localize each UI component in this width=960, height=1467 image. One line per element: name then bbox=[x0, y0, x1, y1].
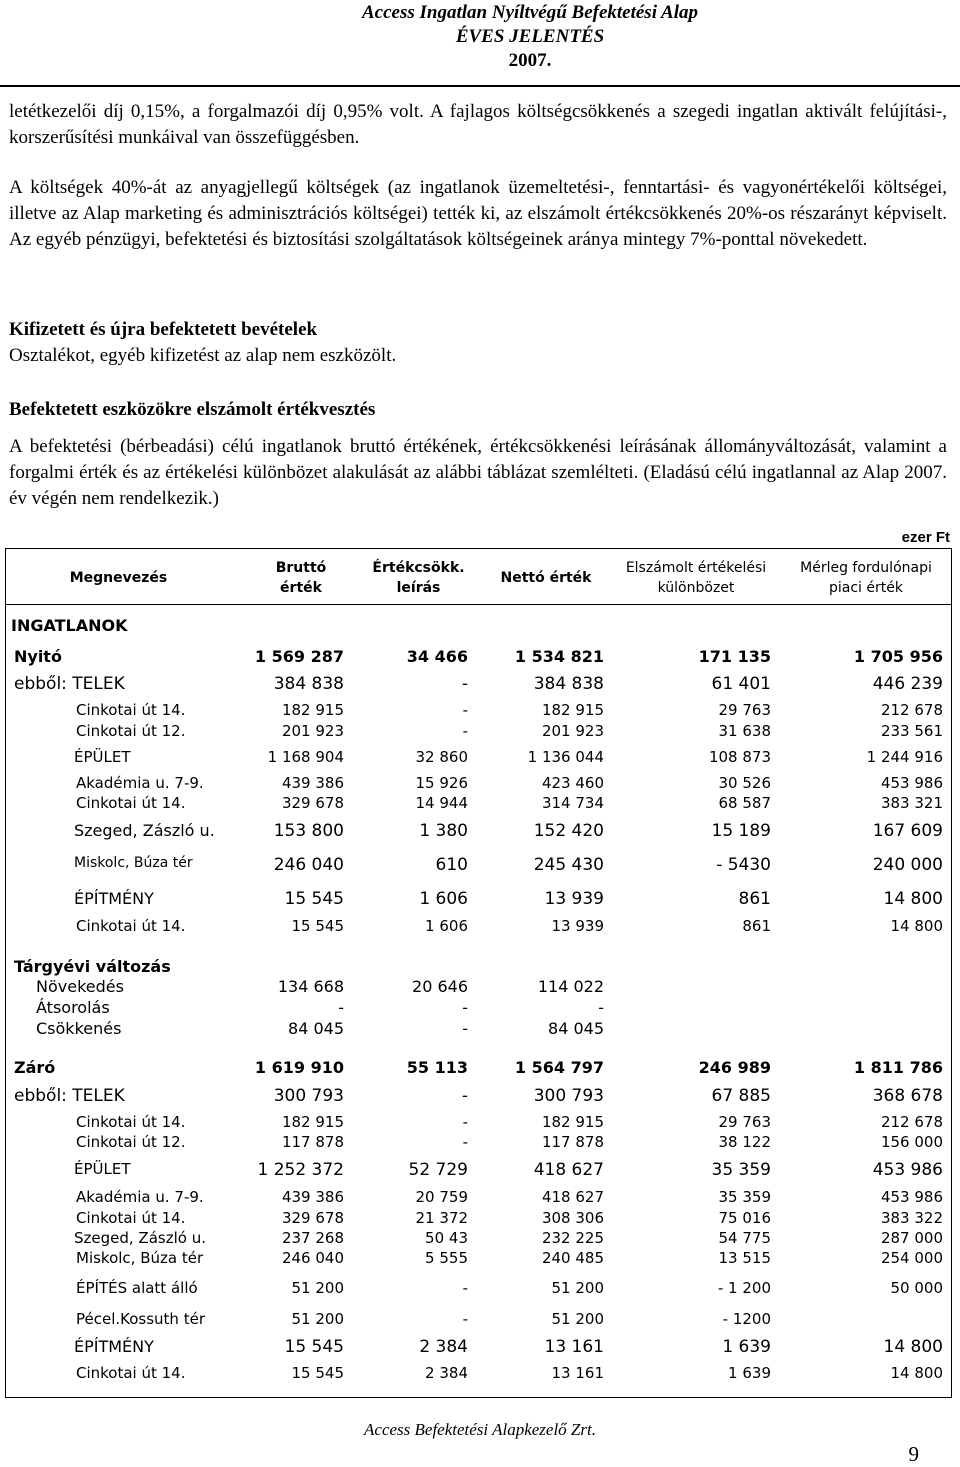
row-value: 1 244 916 bbox=[866, 748, 943, 766]
row-value: 423 460 bbox=[541, 774, 604, 792]
table-row bbox=[6, 998, 951, 1018]
heading-impairment: Befektetett eszközökre elszámolt értékvesztés bbox=[9, 399, 376, 420]
header-brutto-1: Bruttó bbox=[275, 560, 327, 576]
row-label: Szeged, Zászló u. bbox=[74, 1229, 206, 1247]
row-value: 233 561 bbox=[880, 722, 943, 740]
row-value: - bbox=[461, 674, 468, 694]
table-row bbox=[6, 1209, 951, 1229]
row-value: 31 638 bbox=[718, 722, 771, 740]
row-value: 1 639 bbox=[728, 1364, 771, 1382]
row-value: 13 939 bbox=[551, 917, 604, 935]
row-value: 14 800 bbox=[890, 917, 943, 935]
row-value: 117 878 bbox=[281, 1133, 344, 1151]
row-value: - bbox=[462, 1019, 468, 1038]
table-row bbox=[6, 794, 951, 814]
row-label: Cinkotai út 14. bbox=[76, 917, 186, 935]
page-number: 9 bbox=[908, 1442, 919, 1466]
row-value: 246 040 bbox=[281, 1249, 344, 1267]
row-value: 182 915 bbox=[281, 1113, 344, 1131]
row-value: 212 678 bbox=[880, 701, 943, 719]
row-value: 13 939 bbox=[544, 889, 604, 909]
table-row bbox=[6, 674, 951, 694]
table-row bbox=[6, 1364, 951, 1384]
row-value: 21 372 bbox=[415, 1209, 468, 1227]
row-value: 182 915 bbox=[541, 701, 604, 719]
row-value: - 1200 bbox=[722, 1310, 771, 1328]
header-ecs-2: leírás bbox=[396, 580, 441, 596]
row-value: 308 306 bbox=[541, 1209, 604, 1227]
row-value: 453 986 bbox=[880, 1188, 943, 1206]
table-row bbox=[6, 701, 951, 721]
row-value: 5 555 bbox=[425, 1249, 468, 1267]
row-value: 13 515 bbox=[718, 1249, 771, 1267]
table-unit: ezer Ft bbox=[901, 529, 950, 546]
row-value: 68 587 bbox=[718, 794, 771, 812]
row-value: 1 380 bbox=[419, 821, 468, 841]
asset-table bbox=[5, 548, 952, 1398]
row-value: 1 534 821 bbox=[514, 647, 604, 666]
row-label: ÉPÍTMÉNY bbox=[74, 1337, 154, 1356]
row-value: - 5430 bbox=[716, 855, 771, 875]
row-value: 84 045 bbox=[548, 1019, 604, 1038]
row-value: 75 016 bbox=[718, 1209, 771, 1227]
row-value: 54 775 bbox=[718, 1229, 771, 1247]
row-value: 2 384 bbox=[425, 1364, 468, 1382]
row-value: 14 800 bbox=[890, 1364, 943, 1382]
row-label: ÉPÜLET bbox=[74, 1160, 131, 1178]
row-value: 50 43 bbox=[425, 1229, 468, 1247]
table-row bbox=[6, 1188, 951, 1208]
row-value: 1 168 904 bbox=[267, 748, 344, 766]
row-value: 453 986 bbox=[872, 1160, 943, 1180]
row-value: - bbox=[462, 1113, 468, 1131]
header-ecs-1: Értékcsökk. bbox=[372, 560, 465, 576]
row-value: - bbox=[462, 1279, 468, 1297]
row-value: 51 200 bbox=[551, 1279, 604, 1297]
table-row bbox=[6, 1310, 951, 1330]
header-divider bbox=[6, 604, 951, 605]
table-row bbox=[6, 647, 951, 667]
row-value: 156 000 bbox=[880, 1133, 943, 1151]
row-value: - 1 200 bbox=[717, 1279, 771, 1297]
header-name: Megnevezés bbox=[69, 570, 168, 586]
row-value: 2 384 bbox=[419, 1337, 468, 1357]
row-label: INGATLANOK bbox=[11, 616, 128, 635]
row-value: 13 161 bbox=[551, 1364, 604, 1382]
paragraph-impairment: A befektetési (bérbeadási) célú ingatlanok bruttó értékének, értékcsökkenési leírásának állományváltozását, valamint a forgalmi érték és az értékelési különbözet alakulását az alábbi táblázat szemlélteti. (Eladású célú ingatlannal az Alap 2007. év végén nem rendelkezik.) bbox=[9, 436, 947, 509]
header-year: 2007. bbox=[508, 50, 552, 71]
header-report-title: ÉVES JELENTÉS bbox=[455, 26, 605, 47]
row-value: 182 915 bbox=[281, 701, 344, 719]
table-row bbox=[6, 1249, 951, 1269]
row-value: 84 045 bbox=[288, 1019, 344, 1038]
row-value: 1 569 287 bbox=[254, 647, 344, 666]
row-value: 240 000 bbox=[872, 855, 943, 875]
row-value: 67 885 bbox=[711, 1086, 771, 1106]
table-row bbox=[6, 1058, 951, 1078]
table-row bbox=[6, 1229, 951, 1249]
row-label: Cinkotai út 12. bbox=[76, 1133, 186, 1151]
header-merleg-2: piaci érték bbox=[829, 580, 903, 596]
row-value: 418 627 bbox=[533, 1160, 604, 1180]
row-value: 1 639 bbox=[722, 1337, 771, 1357]
row-value: 1 606 bbox=[425, 917, 468, 935]
footer-company: Access Befektetési Alapkezelő Zrt. bbox=[364, 1420, 596, 1439]
row-value: 453 986 bbox=[880, 774, 943, 792]
row-value: 167 609 bbox=[872, 821, 943, 841]
row-label: Cinkotai út 14. bbox=[76, 701, 186, 719]
table-row bbox=[6, 616, 951, 636]
paragraph-costs: A költségek 40%-át az anyagjellegű költségek (az ingatlanok üzemeltetési-, fenntartási- és vagyonértékelői költségei, illetve az Alap marketing és adminisztrációs költségei) tették ki, az elszámolt értékcsökkenés 20%-os részarányt képviselt. Az egyéb pénzügyi, befektetési és biztosítási szolgáltatások költségeinek aránya mintegy 7%-ponttal növekedett. bbox=[9, 177, 947, 250]
row-value: 134 668 bbox=[277, 977, 344, 996]
row-value: 114 022 bbox=[537, 977, 604, 996]
row-value: 610 bbox=[435, 855, 468, 875]
row-value: 439 386 bbox=[281, 1188, 344, 1206]
row-label: Szeged, Zászló u. bbox=[74, 821, 215, 840]
row-value: 15 926 bbox=[415, 774, 468, 792]
row-value: 182 915 bbox=[541, 1113, 604, 1131]
table-row bbox=[6, 917, 951, 937]
table-row bbox=[6, 1133, 951, 1153]
row-value: 300 793 bbox=[533, 1086, 604, 1106]
row-value: 15 189 bbox=[711, 821, 771, 841]
table-row bbox=[6, 1019, 951, 1039]
row-value: 51 200 bbox=[291, 1279, 344, 1297]
row-value: 50 000 bbox=[890, 1279, 943, 1297]
table-row bbox=[6, 722, 951, 742]
row-value: 171 135 bbox=[698, 647, 771, 666]
paragraph-dividends: Osztalékot, egyéb kifizetést az alap nem eszközölt. bbox=[9, 345, 397, 366]
row-label: Csökkenés bbox=[36, 1019, 122, 1038]
row-value: - bbox=[462, 998, 468, 1017]
row-value: - bbox=[461, 1086, 468, 1106]
row-value: 38 122 bbox=[718, 1133, 771, 1151]
row-value: 212 678 bbox=[880, 1113, 943, 1131]
row-label: Miskolc, Búza tér bbox=[76, 1249, 204, 1267]
row-value: - bbox=[598, 998, 604, 1017]
row-value: - bbox=[462, 722, 468, 740]
table-row bbox=[6, 889, 951, 909]
row-label: Cinkotai út 14. bbox=[76, 1364, 186, 1382]
row-value: 29 763 bbox=[718, 1113, 771, 1131]
row-value: 29 763 bbox=[718, 701, 771, 719]
row-value: 32 860 bbox=[415, 748, 468, 766]
row-value: 1 136 044 bbox=[527, 748, 604, 766]
row-value: 232 225 bbox=[541, 1229, 604, 1247]
row-value: 1 252 372 bbox=[257, 1160, 344, 1180]
row-value: 15 545 bbox=[284, 889, 344, 909]
row-value: 20 759 bbox=[415, 1188, 468, 1206]
row-value: 14 800 bbox=[883, 1337, 943, 1357]
header-netto: Nettó érték bbox=[500, 570, 592, 586]
row-value: 201 923 bbox=[541, 722, 604, 740]
row-value: 314 734 bbox=[541, 794, 604, 812]
row-value: 51 200 bbox=[291, 1310, 344, 1328]
row-label: Cinkotai út 14. bbox=[76, 1113, 186, 1131]
row-value: 329 678 bbox=[281, 794, 344, 812]
row-value: 35 359 bbox=[711, 1160, 771, 1180]
row-label: Miskolc, Búza tér bbox=[74, 855, 193, 871]
row-label: Pécel.Kossuth tér bbox=[76, 1310, 205, 1328]
row-value: 15 545 bbox=[284, 1337, 344, 1357]
row-value: 246 040 bbox=[273, 855, 344, 875]
row-value: 383 322 bbox=[880, 1209, 943, 1227]
heading-dividends: Kifizetett és újra befektetett bevételek bbox=[9, 319, 318, 340]
row-label: Átsorolás bbox=[36, 998, 110, 1017]
table-row bbox=[6, 748, 951, 768]
row-label: Akadémia u. 7-9. bbox=[76, 1188, 204, 1206]
table-row bbox=[6, 977, 951, 997]
row-value: 14 944 bbox=[415, 794, 468, 812]
row-label: Növekedés bbox=[36, 977, 124, 996]
header-merleg-1: Mérleg fordulónapi bbox=[800, 560, 932, 576]
row-label: Tárgyévi változás bbox=[14, 957, 171, 976]
row-value: 1 619 910 bbox=[254, 1058, 344, 1077]
row-value: 237 268 bbox=[281, 1229, 344, 1247]
row-value: 1 564 797 bbox=[514, 1058, 604, 1077]
table-row bbox=[6, 855, 951, 875]
header-elsz-1: Elszámolt értékelési bbox=[625, 560, 767, 576]
row-value: 287 000 bbox=[880, 1229, 943, 1247]
row-label: ÉPÍTÉS alatt álló bbox=[76, 1279, 198, 1297]
row-value: 418 627 bbox=[541, 1188, 604, 1206]
row-label: Cinkotai út 12. bbox=[76, 722, 186, 740]
header-brutto-2: érték bbox=[280, 580, 322, 596]
row-value: 108 873 bbox=[708, 748, 771, 766]
row-value: 446 239 bbox=[872, 674, 943, 694]
row-value: 61 401 bbox=[711, 674, 771, 694]
row-label: Cinkotai út 14. bbox=[76, 1209, 186, 1227]
row-value: 1 811 786 bbox=[853, 1058, 943, 1077]
row-value: 13 161 bbox=[544, 1337, 604, 1357]
row-value: 245 430 bbox=[533, 855, 604, 875]
row-label: ÉPÍTMÉNY bbox=[74, 889, 154, 908]
row-value: 300 793 bbox=[273, 1086, 344, 1106]
row-value: 1 606 bbox=[419, 889, 468, 909]
row-value: 30 526 bbox=[718, 774, 771, 792]
table-row bbox=[6, 821, 951, 841]
row-value: 329 678 bbox=[281, 1209, 344, 1227]
row-value: 439 386 bbox=[281, 774, 344, 792]
row-label: ebből: TELEK bbox=[14, 674, 125, 694]
row-label: Nyitó bbox=[14, 647, 62, 666]
table-row bbox=[6, 1279, 951, 1299]
row-value: 15 545 bbox=[291, 1364, 344, 1382]
row-value: 14 800 bbox=[883, 889, 943, 909]
row-value: 383 321 bbox=[880, 794, 943, 812]
header-elsz-2: különbözet bbox=[657, 580, 735, 596]
row-value: - bbox=[462, 1133, 468, 1151]
row-value: 152 420 bbox=[533, 821, 604, 841]
row-label: ebből: TELEK bbox=[14, 1086, 125, 1106]
row-label: ÉPÜLET bbox=[74, 748, 131, 766]
row-label: Cinkotai út 14. bbox=[76, 794, 186, 812]
row-value: 384 838 bbox=[273, 674, 344, 694]
row-value: 861 bbox=[742, 917, 771, 935]
row-label: Akadémia u. 7-9. bbox=[76, 774, 204, 792]
paragraph-fees: letétkezelői díj 0,15%, a forgalmazói díj 0,95% volt. A fajlagos költségcsökkenés a szegedi ingatlan aktivált felújítási-, korszerűsítési munkáival van összefüggésben. bbox=[9, 101, 947, 148]
row-value: - bbox=[462, 1310, 468, 1328]
table-row bbox=[6, 1086, 951, 1106]
row-value: - bbox=[462, 701, 468, 719]
table-row bbox=[6, 957, 951, 977]
row-value: 368 678 bbox=[872, 1086, 943, 1106]
row-value: 52 729 bbox=[408, 1160, 468, 1180]
table-row bbox=[6, 774, 951, 794]
row-value: 201 923 bbox=[281, 722, 344, 740]
row-value: 246 989 bbox=[698, 1058, 771, 1077]
row-value: 34 466 bbox=[406, 647, 468, 666]
row-value: 254 000 bbox=[880, 1249, 943, 1267]
row-value: 20 646 bbox=[412, 977, 468, 996]
table-row bbox=[6, 1113, 951, 1133]
row-value: 384 838 bbox=[533, 674, 604, 694]
table-row bbox=[6, 1160, 951, 1180]
row-value: 55 113 bbox=[406, 1058, 468, 1077]
header-rule bbox=[0, 85, 960, 87]
row-value: 861 bbox=[738, 889, 771, 909]
header-fund-name: Access Ingatlan Nyíltvégű Befektetési Alap bbox=[362, 2, 698, 23]
row-value: 15 545 bbox=[291, 917, 344, 935]
row-value: 35 359 bbox=[718, 1188, 771, 1206]
row-value: - bbox=[338, 998, 344, 1017]
row-value: 240 485 bbox=[541, 1249, 604, 1267]
row-value: 1 705 956 bbox=[853, 647, 943, 666]
row-value: 51 200 bbox=[551, 1310, 604, 1328]
row-value: 153 800 bbox=[273, 821, 344, 841]
table-row bbox=[6, 1337, 951, 1357]
row-value: 117 878 bbox=[541, 1133, 604, 1151]
row-label: Záró bbox=[14, 1058, 56, 1077]
